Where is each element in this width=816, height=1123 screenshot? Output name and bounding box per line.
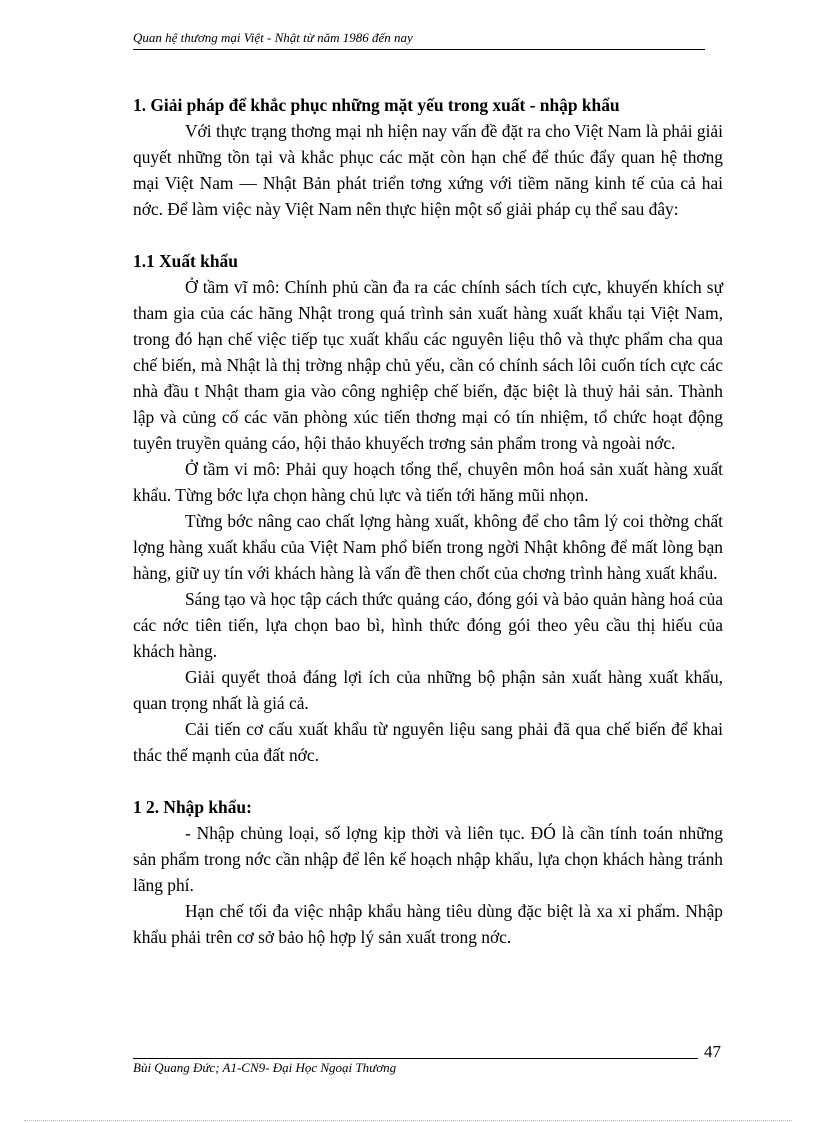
section-1-2-heading: 1 2. Nhập khẩu: — [133, 797, 252, 817]
document-body — [133, 92, 723, 950]
running-title: Quan hệ thương mại Việt - Nhật từ năm 1986 đến nay — [133, 30, 413, 45]
export-paragraph: Ở tầm vĩ mô: Chính phủ cần đa ra các chính sách tích cực, khuyến khích sự tham gia của các hãng Nhật trong quá trình sản xuất hàng xuất khẩu tại Việt Nam, trong đó hạn chế việc tiếp tục xuất khẩu các nguyên liệu thô và thực phẩm cha qua chế biến, mà Nhật là thị trờng nhập chủ yếu, cần có chính sách lôi cuốn tích cực các nhà đầu t Nhật tham gia vào công nghiệp chế biến, đặc biệt là thuỷ hải sản. Thành lập và củng cố các văn phòng xúc tiến thơng mại có tín nhiệm, tổ chức hoạt động tuyên truyền quảng cáo, hội thảo khuyếch trơng sản phẩm trong và ngoài nớc. — [133, 277, 723, 453]
section-1-intro: Với thực trạng thơng mại nh hiện nay vấn đề đặt ra cho Việt Nam là phải giải quyết những tồn tại và khắc phục các mặt còn hạn chế để thúc đẩy quan hệ thơng mại Việt Nam — Nhật Bản phát triển tơng xứng với tiềm năng kinh tế của cả hai nớc. Để làm việc này Việt Nam nên thực hiện một số giải pháp cụ thể sau đây: — [133, 121, 723, 219]
spacer — [133, 768, 723, 794]
import-paragraph: Hạn chế tối đa việc nhập khẩu hàng tiêu dùng đặc biệt là xa xỉ phẩm. Nhập khẩu phải trên cơ sở bảo hộ hợp lý sản xuất trong nớc. — [133, 901, 723, 947]
page-number: 47 — [704, 1042, 721, 1061]
running-header — [133, 28, 705, 50]
spacer — [133, 222, 723, 248]
section-1-heading: 1. Giải pháp để khắc phục những mặt yếu trong xuất - nhập khẩu — [133, 95, 620, 115]
page-edge-divider — [24, 1120, 792, 1121]
export-paragraph: Từng bớc nâng cao chất lợng hàng xuất, không để cho tâm lý coi thờng chất lợng hàng xuất khẩu của Việt Nam phổ biến trong ngời Nhật không để mất lòng bạn hàng, giữ uy tín với khách hàng là vấn đề then chốt của chơng trình hàng xuất khẩu. — [133, 511, 723, 583]
export-paragraph: Cải tiến cơ cấu xuất khẩu từ nguyên liệu sang phải đã qua chế biến để khai thác thế mạnh của đất nớc. — [133, 719, 723, 765]
export-paragraph: Ở tầm vi mô: Phải quy hoạch tổng thể, chuyên môn hoá sản xuất hàng xuất khẩu. Từng bớc lựa chọn hàng chủ lực và tiến tới hăng mũi nhọn. — [133, 459, 723, 505]
import-paragraph: - Nhập chủng loại, số lợng kịp thời và liên tục. ĐÓ là cần tính toán những sản phẩm trong nớc cần nhập để lên kế hoạch nhập khẩu, lựa chọn khách hàng tránh lãng phí. — [133, 823, 723, 895]
export-paragraph: Giải quyết thoả đáng lợi ích của những bộ phận sản xuất hàng xuất khẩu, quan trọng nhất là giá cả. — [133, 667, 723, 713]
footer-author-line: Bùi Quang Đức; A1-CN9- Đại Học Ngoại Thương — [133, 1060, 397, 1075]
section-1-1-heading: 1.1 Xuất khẩu — [133, 251, 238, 271]
export-paragraph: Sáng tạo và học tập cách thức quảng cáo, đóng gói và bảo quản hàng hoá của các nớc tiên tiến, lựa chọn bao bì, hình thức đóng gói theo yêu cầu thị hiếu của khách hàng. — [133, 589, 723, 661]
